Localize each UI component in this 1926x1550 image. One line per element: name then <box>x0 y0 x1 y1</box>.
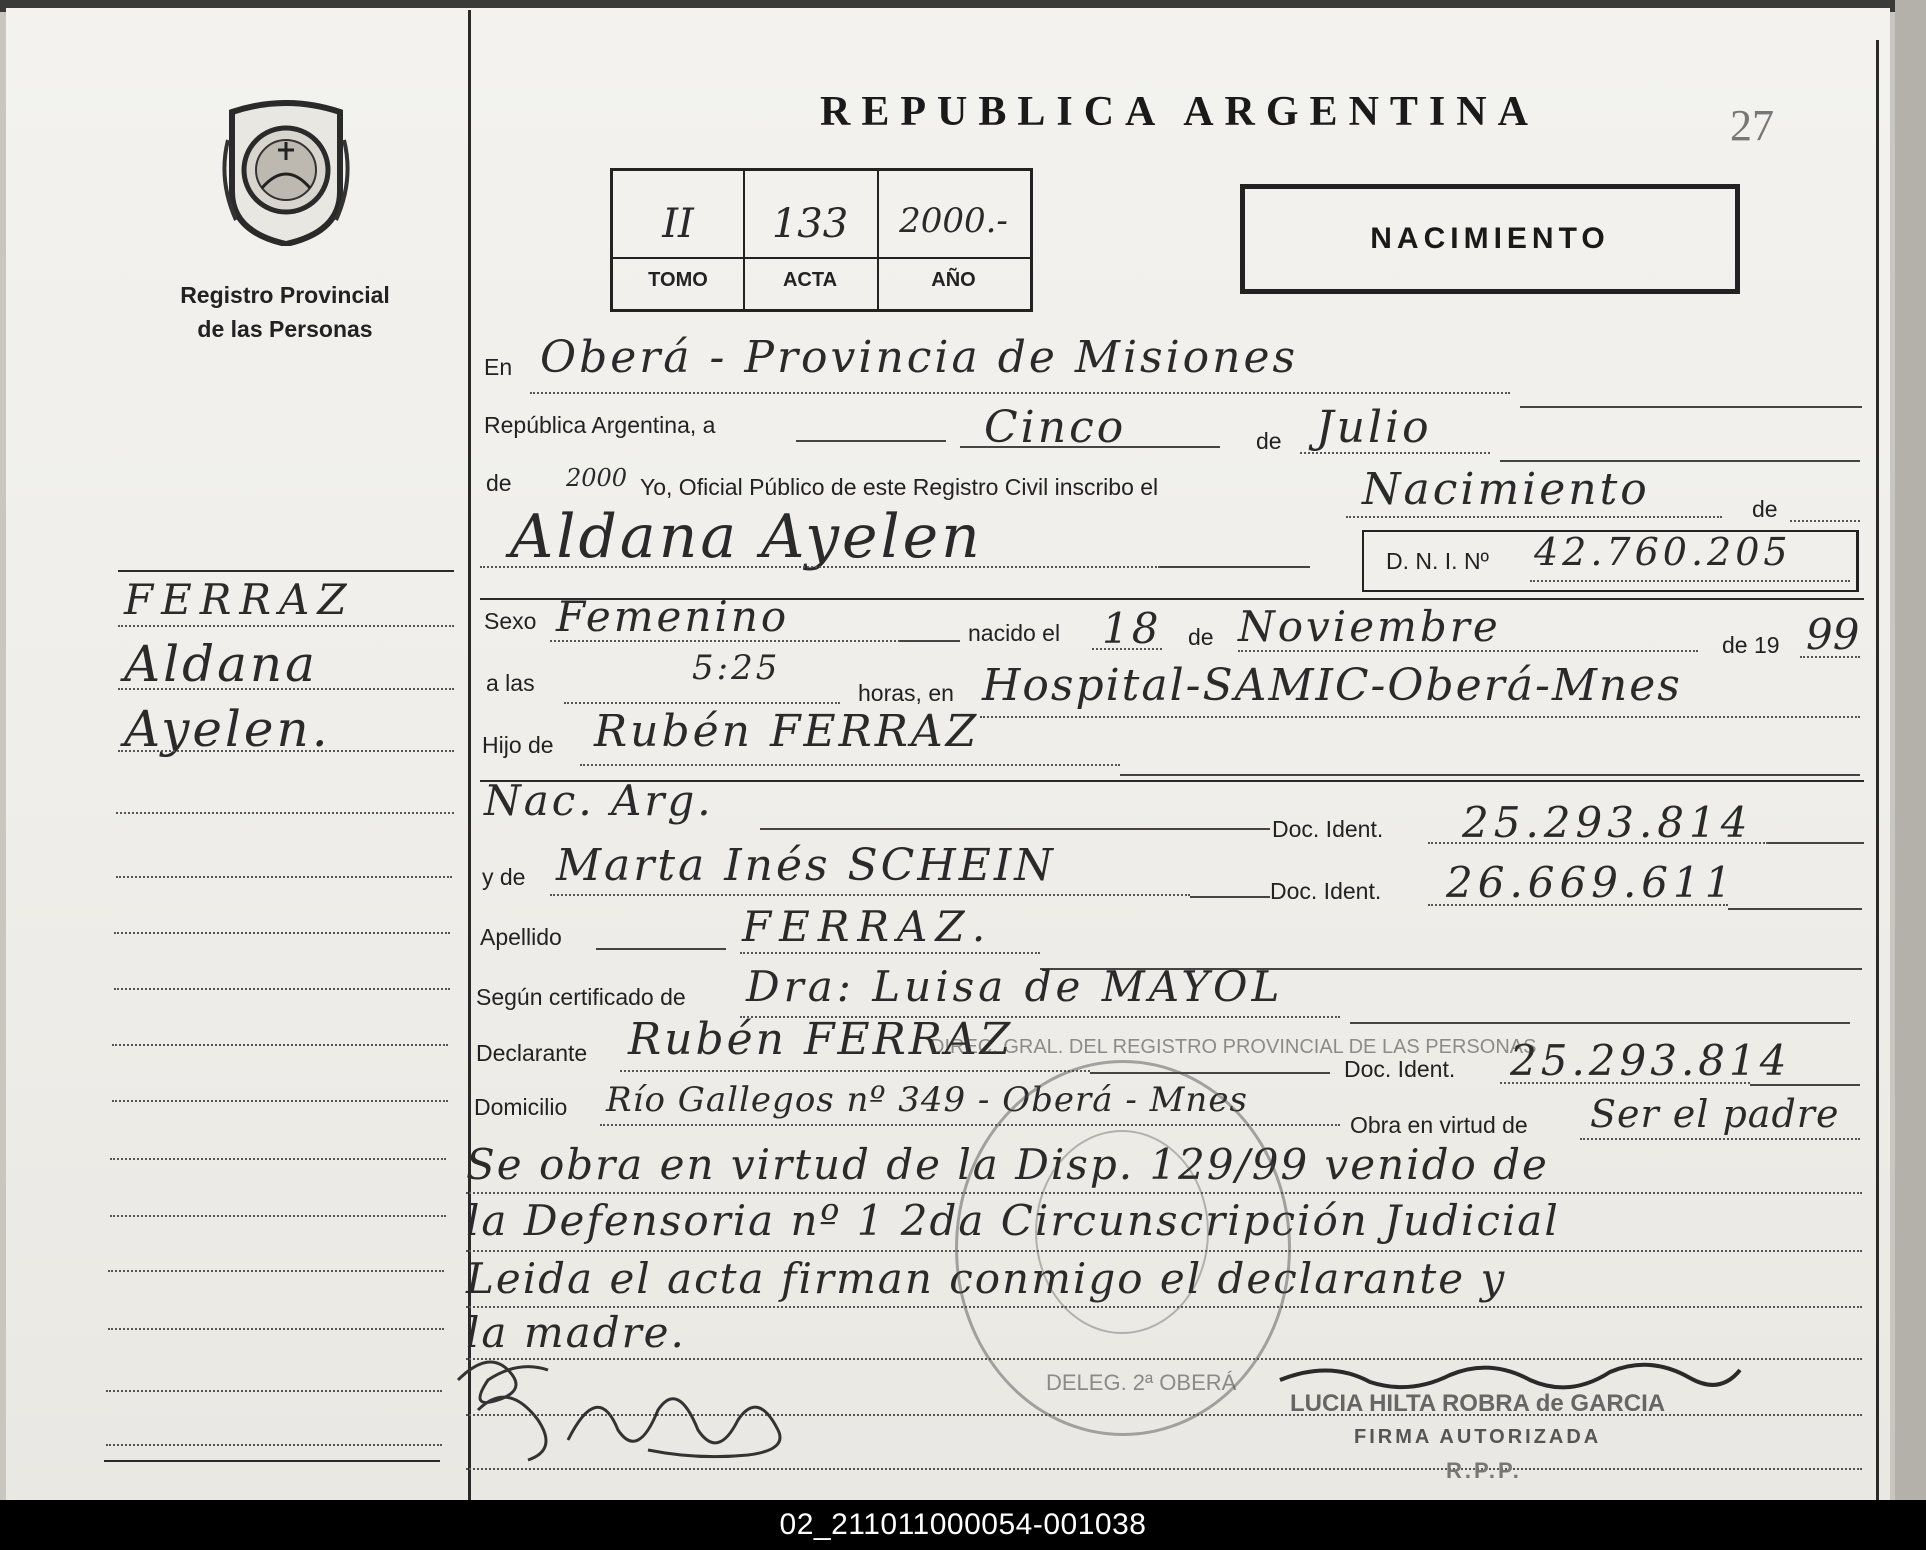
margin-surname: FERRAZ <box>124 575 355 624</box>
label-de-month: de <box>1256 428 1282 454</box>
mother-value: Marta Inés SCHEIN <box>556 840 1056 891</box>
surname-value: FERRAZ. <box>742 902 994 951</box>
label-doc-declarant: Doc. Ident. <box>1344 1056 1456 1082</box>
label-domicilio: Domicilio <box>474 1094 568 1120</box>
stamp-ring-text: DIREC. GRAL. DEL REGISTRO PROVINCIAL DE LAS PERSONAS <box>930 1036 1537 1058</box>
record-type-box: NACIMIENTO <box>1240 184 1740 294</box>
image-caption: 02_211011000054-001038 <box>0 1500 1926 1550</box>
right-border <box>1876 40 1879 1500</box>
label-obra: Obra en virtud de <box>1350 1112 1528 1138</box>
place-value: Oberá - Provincia de Misiones <box>540 332 1299 383</box>
record-number-box <box>610 168 1033 312</box>
officer-title: FIRMA AUTORIZADA <box>1354 1426 1602 1448</box>
birth-month-value: Noviembre <box>1238 602 1501 651</box>
label-sexo: Sexo <box>484 608 537 634</box>
label-doc-mother: Doc. Ident. <box>1270 878 1382 904</box>
dni-value: 42.760.205 <box>1534 530 1792 574</box>
label-de-year: de <box>486 470 512 496</box>
declarant-value: Rubén FERRAZ <box>628 1014 1014 1065</box>
label-republica: República Argentina, a <box>484 412 716 438</box>
address-value: Río Gallegos nº 349 - Oberá - Mnes <box>606 1080 1248 1120</box>
label-declarante: Declarante <box>476 1040 588 1066</box>
declarant-doc-value: 25.293.814 <box>1510 1036 1791 1085</box>
stamp-bottom-text: DELEG. 2ª OBERÁ <box>1046 1370 1237 1395</box>
acta-label: ACTA <box>782 269 838 291</box>
day-value: Cinco <box>984 402 1127 453</box>
child-name-value: Aldana Ayelen <box>510 502 983 572</box>
label-de-birth: de <box>1188 624 1214 650</box>
acta-value: 133 <box>771 201 849 247</box>
label-nacido: nacido el <box>968 620 1061 646</box>
registry-line2: de las Personas <box>197 316 373 342</box>
birth-year-value: 99 <box>1806 610 1860 659</box>
page-number: 27 <box>1730 101 1774 150</box>
label-yo: Yo, Oficial Público de este Registro Civil inscribo el <box>640 474 1159 500</box>
officer-initials: R.P.P. <box>1446 1458 1522 1483</box>
father-doc-value: 25.293.814 <box>1462 798 1753 847</box>
registry-name <box>150 278 420 346</box>
observation-line-3: Leida el acta firman conmigo el declarante y <box>466 1254 1507 1303</box>
label-a-las: a las <box>486 670 535 696</box>
margin-bottom-rule <box>104 1460 440 1462</box>
act-type-value: Nacimiento <box>1362 464 1650 515</box>
anio-label: AÑO <box>931 269 976 291</box>
officer-name: LUCIA HILTA ROBRA de GARCIA <box>1290 1390 1666 1417</box>
birth-place-value: Hospital-SAMIC-Oberá-Mnes <box>982 660 1682 711</box>
margin-given-name-2: Ayelen. <box>124 700 331 758</box>
label-en: En <box>484 354 513 380</box>
country-title: REPUBLICA ARGENTINA <box>820 89 1539 135</box>
provincial-seal-icon <box>222 100 350 246</box>
label-dni: D. N. I. Nº <box>1386 548 1489 574</box>
label-de-19: de 19 <box>1722 632 1780 658</box>
time-value: 5:25 <box>692 648 781 688</box>
tomo-label: TOMO <box>648 269 708 291</box>
father-value: Rubén FERRAZ <box>594 706 980 757</box>
registry-line1: Registro Provincial <box>180 282 390 308</box>
observation-line-2: la Defensoria nº 1 2da Circunscripción Judicial <box>466 1196 1560 1245</box>
photo-right-edge <box>1895 0 1926 1500</box>
observation-line-1: Se obra en virtud de la Disp. 129/99 venido de <box>466 1140 1549 1189</box>
label-doc-father: Doc. Ident. <box>1272 816 1384 842</box>
by-virtue-value: Ser el padre <box>1590 1092 1840 1136</box>
label-de-act: de <box>1752 496 1778 522</box>
margin-given-name-1: Aldana <box>124 635 318 693</box>
anio-value: 2000.- <box>899 201 1008 241</box>
label-segun: Según certificado de <box>476 984 686 1010</box>
declarant-signature-icon <box>448 1340 808 1470</box>
label-apellido: Apellido <box>480 924 562 950</box>
birth-day-value: 18 <box>1102 604 1162 653</box>
sex-value: Femenino <box>556 592 790 641</box>
year-prefix-value: 2000 <box>566 464 628 492</box>
margin-top-rule <box>118 570 454 572</box>
tomo-value: II <box>662 201 694 247</box>
month-value: Julio <box>1316 402 1432 453</box>
certificate-value: Dra: Luisa de MAYOL <box>746 962 1284 1011</box>
father-nationality-value: Nac. Arg. <box>484 776 714 825</box>
observation-line-4: la madre. <box>466 1308 686 1357</box>
label-horas: horas, en <box>858 680 954 706</box>
official-stamp-center <box>1035 1130 1209 1334</box>
label-hijo: Hijo de <box>482 732 554 758</box>
label-y-de: y de <box>482 864 526 890</box>
mother-doc-value: 26.669.611 <box>1446 858 1737 907</box>
